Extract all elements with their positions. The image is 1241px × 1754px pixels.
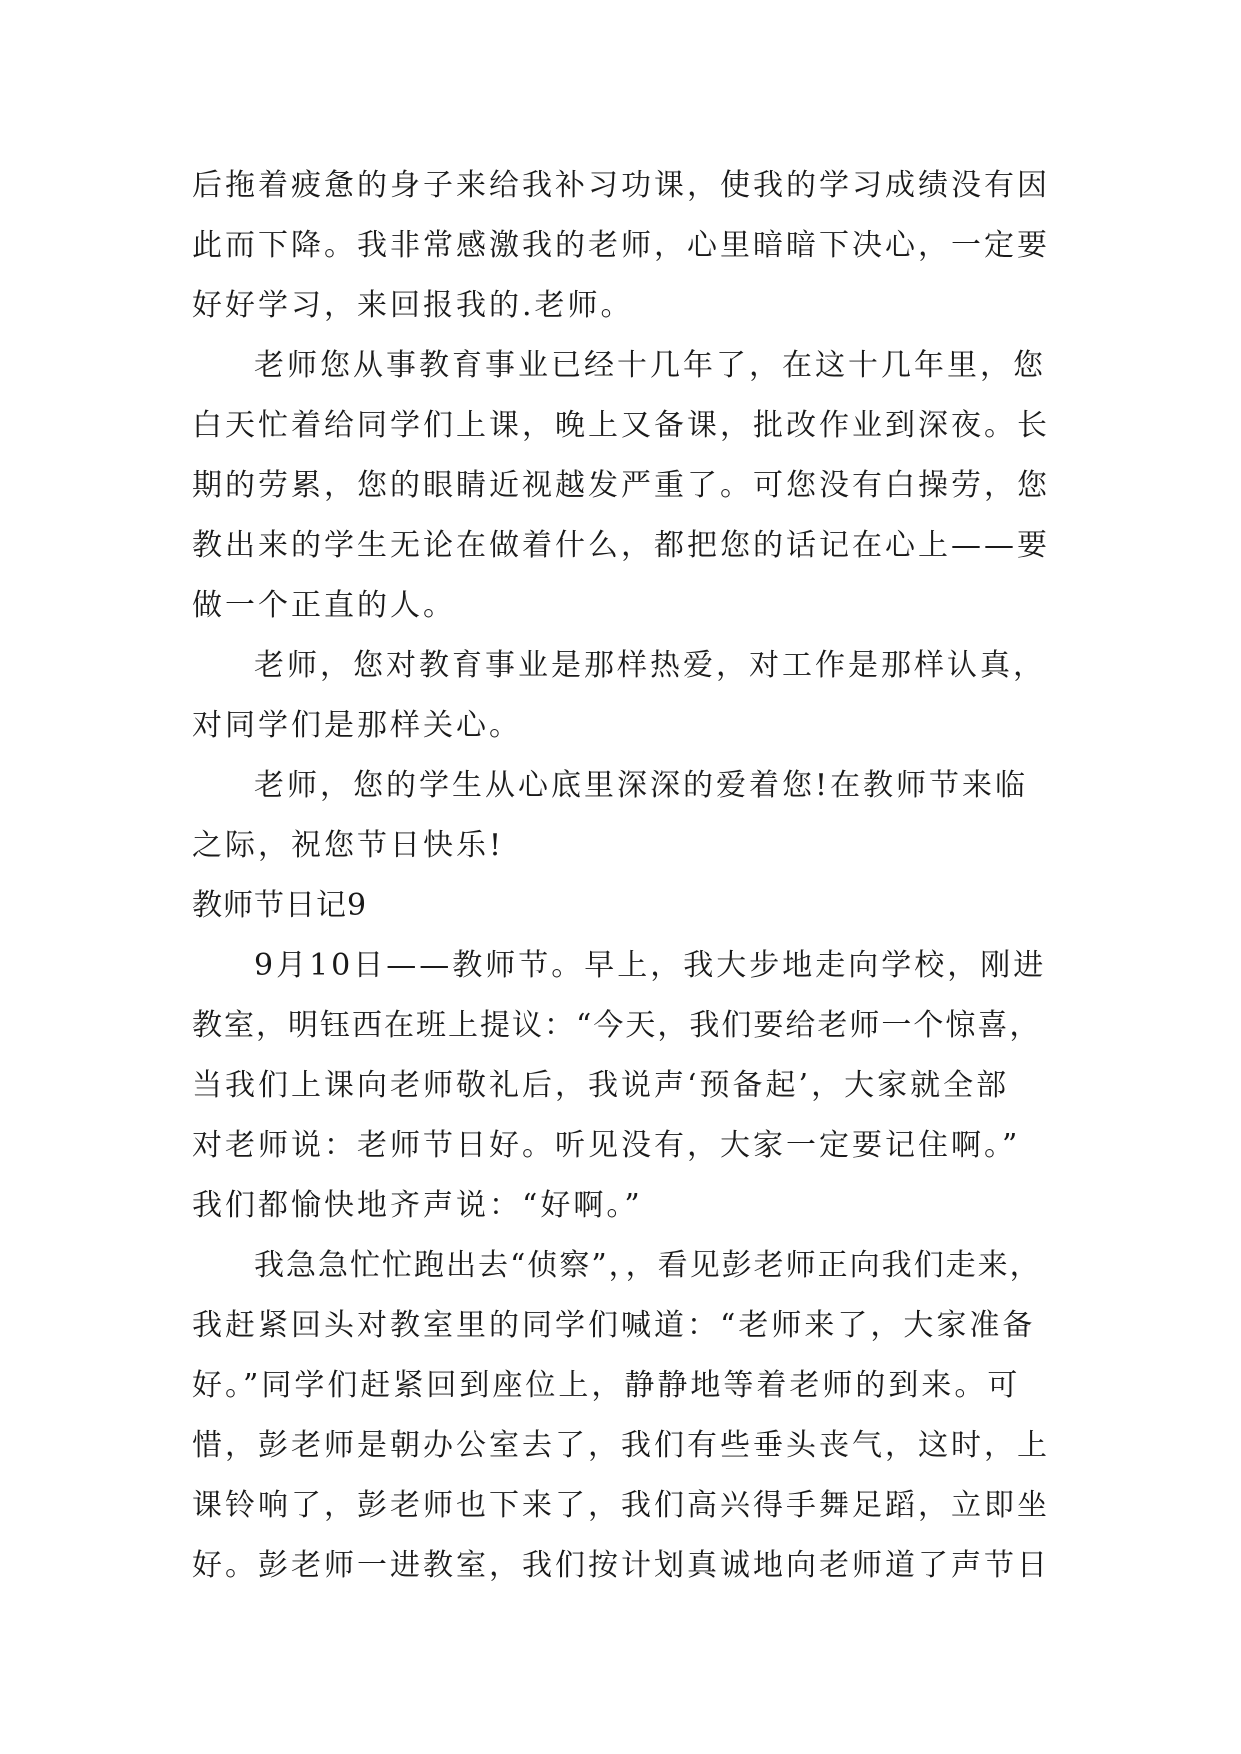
text-line: 此而下降。我非常感激我的老师，心里暗暗下决心，一定要 [192,228,1050,263]
text-line: 白天忙着给同学们上课，晚上又备课，批改作业到深夜。长 [192,408,1050,443]
section-heading: 教师节日记9 [192,888,368,923]
paragraph-first-line: 老师，您对教育事业是那样热爱，对工作是那样认真， [254,648,1046,683]
text-line: 后拖着疲惫的身子来给我补习功课，使我的学习成绩没有因 [192,168,1050,203]
text-line: 教出来的学生无论在做着什么，都把您的话记在心上——要 [192,528,1050,563]
text-line: 期的劳累，您的眼睛近视越发严重了。可您没有白操劳，您 [192,468,1050,503]
text-line: 好好学习，来回报我的.老师。 [192,288,634,323]
text-line: 好。彭老师一进教室，我们按计划真诚地向老师道了声节日 [192,1548,1050,1583]
text-line: 我赶紧回头对教室里的同学们喊道：“老师来了，大家准备 [192,1308,1036,1343]
paragraph-first-line: 老师您从事教育事业已经十几年了，在这十几年里，您 [254,348,1046,383]
paragraph-first-line: 老师，您的学生从心底里深深的爱着您!在教师节来临 [254,768,1029,803]
text-line: 好。”同学们赶紧回到座位上，静静地等着老师的到来。可 [192,1368,1021,1403]
text-line: 对老师说：老师节日好。听见没有，大家一定要记住啊。” [192,1128,1021,1163]
text-line: 做一个正直的人。 [192,588,456,623]
paragraph-first-line: 我急急忙忙跑出去“侦察”，，看见彭老师正向我们走来， [254,1248,1042,1283]
text-line: 我们都愉快地齐声说：“好啊。” [192,1188,643,1223]
text-line: 教室，明钰西在班上提议：“今天，我们要给老师一个惊喜， [192,1008,1042,1043]
text-line: 课铃响了，彭老师也下来了，我们高兴得手舞足蹈，立即坐 [192,1488,1050,1523]
paragraph-first-line: 9月10日——教师节。早上，我大步地走向学校，刚进 [254,948,1047,983]
text-line: 惜，彭老师是朝办公室去了，我们有些垂头丧气，这时，上 [192,1428,1050,1463]
text-line: 当我们上课向老师敬礼后，我说声‘预备起’，大家就全部 [192,1068,1010,1103]
text-line: 对同学们是那样关心。 [192,708,522,743]
text-line: 之际，祝您节日快乐! [192,828,505,863]
